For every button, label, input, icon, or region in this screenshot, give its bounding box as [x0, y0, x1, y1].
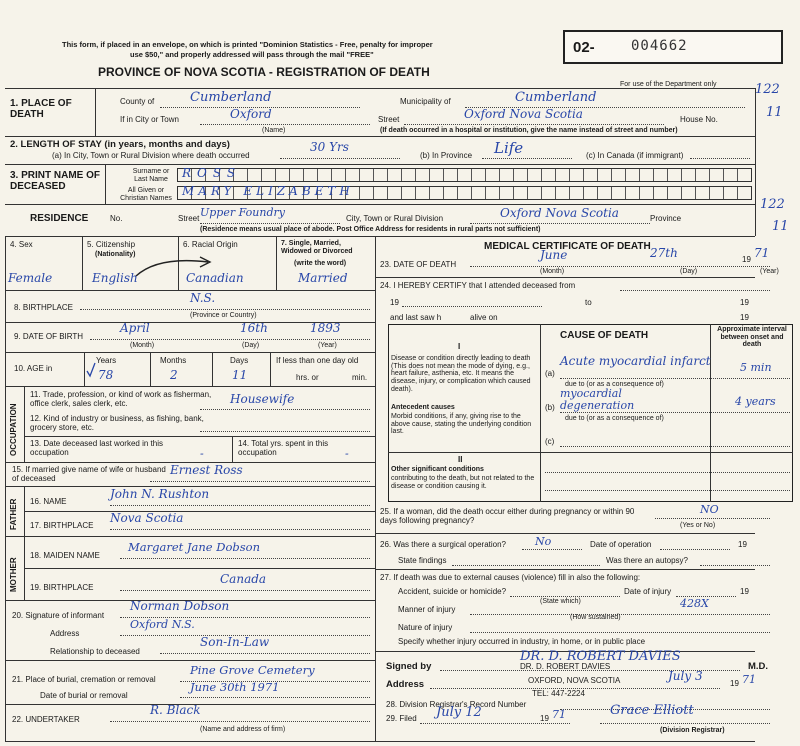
certify-to-label: to — [585, 298, 592, 307]
department-code-3: 122 — [760, 197, 785, 212]
cause-line-c-label: (c) — [545, 437, 555, 446]
undertaker-value: R. Black — [150, 703, 201, 717]
place-of-death-label: 1. PLACE OF DEATH — [10, 98, 72, 120]
injury-19: 19 — [740, 587, 749, 596]
citizenship-sub: (Nationality) — [95, 251, 136, 258]
dob-month-caption: (Month) — [130, 342, 155, 349]
informant-signature-label: 20. Signature of informant — [12, 611, 105, 620]
relationship-value: Son-In-Law — [200, 635, 270, 649]
given-names-field[interactable] — [177, 186, 752, 200]
registration-prefix: 02- — [573, 39, 595, 56]
death-year-prefix: 19 — [742, 255, 751, 264]
interval-label: Approximate interval between onset and death — [717, 326, 787, 349]
mother-name-value: Margaret Jane Dobson — [128, 540, 260, 554]
pregnancy-question: 25. If a woman, did the death occur either during pregnancy or within 90 days following pregnancy? — [380, 507, 635, 525]
stay-city-value: 30 Yrs — [310, 140, 349, 154]
mother-birthplace-label: 19. BIRTHPLACE — [30, 583, 94, 592]
birthplace-field[interactable] — [80, 291, 370, 310]
relationship-label: Relationship to deceased — [50, 647, 140, 656]
informant-address-value: Oxford N.S. — [130, 618, 195, 631]
signature-date[interactable]: July 3 — [668, 669, 703, 683]
trade-value: Housewife — [230, 392, 295, 406]
marital-status-value[interactable]: Married — [298, 271, 348, 285]
municipality-label: Municipality of — [400, 97, 451, 106]
date-of-injury-label: Date of injury — [624, 587, 672, 596]
death-month-value: June — [540, 248, 568, 262]
municipality-value: Cumberland — [515, 90, 597, 105]
envelope-note-line-2: use $50," and properly addressed will pass through the mail "FREE" — [130, 50, 374, 59]
state-which-caption: (State which) — [540, 598, 581, 605]
how-sustained-caption: (How sustained) — [570, 614, 621, 621]
relationship-field[interactable] — [160, 635, 370, 654]
father-birthplace-value: Nova Scotia — [110, 511, 184, 525]
trade-label: 11. Trade, profession, or kind of work as fisherman, office clerk, sales clerk, etc. — [30, 390, 212, 408]
last-saw-label: and last saw h — [390, 313, 442, 322]
residence-province-label: Province — [650, 214, 682, 223]
specify-injury-label: Specify whether injury occurred in industry, in home, or in public place — [398, 637, 646, 646]
dob-day-value: 16th — [240, 321, 268, 335]
age-check-icon — [86, 362, 96, 378]
residence-city-value: Oxford Nova Scotia — [500, 206, 619, 220]
burial-date-field[interactable] — [180, 680, 370, 698]
occupation-side-label: OCCUPATION — [9, 403, 18, 456]
operation-value[interactable]: No — [535, 535, 552, 548]
registration-number: 004662 — [631, 38, 688, 54]
mother-side-label: MOTHER — [9, 557, 18, 592]
street-field[interactable] — [404, 107, 664, 125]
cause-title: CAUSE OF DEATH — [560, 330, 649, 341]
marital-status-sub: (write the word) — [294, 260, 347, 267]
father-birthplace-field[interactable] — [110, 511, 370, 530]
filed-date[interactable]: July 12 — [436, 705, 482, 720]
burial-place-value: Pine Grove Cemetery — [190, 663, 315, 677]
operation-question: 26. Was there a surgical operation? — [380, 540, 506, 549]
death-day-value: 27th — [650, 246, 678, 260]
given-names-value: MARY ELIZABETH — [182, 184, 354, 198]
operation-19: 19 — [738, 540, 747, 549]
racial-origin-label: 6. Racial Origin — [183, 240, 238, 249]
undertaker-caption: (Name and address of firm) — [200, 726, 286, 733]
interval-b-value[interactable]: 4 years — [735, 395, 776, 408]
interval-a-value[interactable]: 5 min — [740, 361, 772, 374]
department-use-label: For use of the Department only — [620, 81, 717, 88]
cause-b-value[interactable]: myocardial degeneration — [560, 387, 635, 413]
medical-certificate-title: MEDICAL CERTIFICATE OF DEATH — [484, 241, 651, 252]
accident-label: Accident, suicide or homicide? — [398, 587, 507, 596]
dob-month-value: April — [120, 321, 150, 335]
city-field[interactable] — [200, 107, 370, 125]
total-years-value[interactable]: - — [345, 447, 349, 460]
record-number-label: 28. Division Registrar's Record Number — [386, 700, 527, 709]
last-worked-value[interactable]: - — [200, 447, 204, 460]
city-label: If in City or Town — [120, 115, 179, 124]
undertaker-label: 22. UNDERTAKER — [12, 715, 80, 724]
age-years-value[interactable]: 78 — [98, 368, 114, 382]
father-name-field[interactable] — [110, 487, 370, 506]
doctor-signature[interactable]: DR. D. ROBERT DAVIES — [520, 649, 681, 664]
antecedent-desc: Morbid conditions, if any, giving rise to the above cause, stating the underlying condition last. — [391, 413, 532, 436]
mother-birthplace-value: Canada — [220, 572, 267, 586]
total-years-label: 14. Total yrs. spent in this occupation — [238, 439, 329, 457]
informant-signature-value: Norman Dobson — [130, 599, 230, 613]
burial-place-label: 21. Place of burial, cremation or removal — [12, 675, 156, 684]
cause-line-a-label: (a) — [545, 369, 555, 378]
alive-on-label: alive on — [470, 313, 498, 322]
md-label: M.D. — [748, 661, 769, 672]
stay-canada-label: (c) In Canada (if immigrant) — [586, 151, 684, 160]
other-conditions-desc: contributing to the death, but not related to the disease or condition causing it. — [391, 475, 535, 490]
due-to-a: due to (or as a consequence of) — [565, 381, 664, 388]
less-than-day-label: If less than one day old — [276, 356, 359, 365]
residence-street-value: Upper Foundry — [200, 206, 285, 219]
form-title: PROVINCE OF NOVA SCOTIA - REGISTRATION OF DEATH — [98, 65, 430, 79]
disease-label: Disease or condition directly leading to death (This does not mean the mode of dying, e.g., heart failure, asthenia, etc. It means the disease, injury, or complication which caused death). — [391, 355, 531, 393]
burial-date-label: Date of burial or removal — [40, 691, 128, 700]
informant-address-label: Address — [50, 629, 80, 638]
pregnancy-caption: (Yes or No) — [680, 522, 716, 529]
birthplace-caption: (Province or Country) — [190, 312, 257, 319]
signature-year: 71 — [742, 673, 756, 686]
filed-label: 29. Filed — [386, 714, 417, 723]
death-year-value: 71 — [754, 246, 770, 260]
length-of-stay-label: 2. LENGTH OF STAY (in years, months and days) — [10, 139, 230, 150]
registrar-caption: (Division Registrar) — [660, 727, 725, 734]
residence-label: RESIDENCE — [30, 213, 89, 224]
father-name-label: 16. NAME — [30, 497, 67, 506]
pregnancy-value[interactable]: NO — [700, 503, 719, 516]
stay-province-value: Life — [494, 139, 524, 157]
hrs-label: hrs. or — [296, 373, 319, 382]
father-name-value: John N. Rushton — [110, 487, 210, 501]
racial-origin-value[interactable]: Canadian — [186, 271, 244, 285]
age-years-label: Years — [96, 356, 117, 365]
correction-arrow-icon — [128, 252, 218, 280]
age-months-value[interactable]: 2 — [170, 368, 178, 382]
death-day-caption: (Day) — [680, 268, 698, 275]
date-of-death-label: 23. DATE OF DEATH — [380, 260, 457, 269]
deceased-name-label: 3. PRINT NAME OF DECEASED — [10, 170, 101, 192]
department-code-1: 122 — [755, 82, 780, 97]
autopsy-label: Was there an autopsy? — [606, 556, 688, 565]
age-days-label: Days — [230, 356, 249, 365]
age-days-value[interactable]: 11 — [232, 368, 248, 382]
father-side-label: FATHER — [9, 498, 18, 530]
death-year-caption: (Year) — [760, 268, 779, 275]
father-birthplace-label: 17. BIRTHPLACE — [30, 521, 94, 530]
manner-of-injury-label: Manner of injury — [398, 605, 456, 614]
state-findings-label: State findings — [398, 556, 447, 565]
nature-of-injury-label: Nature of injury — [398, 623, 453, 632]
department-code-2: 11 — [766, 105, 783, 120]
dob-year-caption: (Year) — [318, 342, 337, 349]
sex-value[interactable]: Female — [8, 271, 53, 285]
industry-label: 12. Kind of industry or business, as fishing, bank, grocery store, etc. — [30, 414, 204, 432]
alive-on-19: 19 — [740, 313, 749, 322]
filed-year: 71 — [552, 708, 566, 721]
sex-label: 4. Sex — [10, 240, 33, 249]
industry-field[interactable] — [200, 420, 370, 432]
stay-canada-field[interactable] — [690, 147, 750, 159]
date-of-birth-label: 9. DATE OF BIRTH — [14, 332, 84, 341]
age-label: 10. AGE in — [14, 364, 53, 373]
burial-date-value: June 30th 1971 — [190, 680, 280, 694]
street-label: Street — [378, 115, 400, 124]
surname-field[interactable] — [177, 168, 752, 182]
cause-a-value[interactable]: Acute myocardial infarct — [560, 354, 711, 368]
address-label: Address — [386, 679, 425, 690]
county-label: County of — [120, 97, 155, 106]
undertaker-field[interactable] — [110, 703, 370, 722]
death-month-caption: (Month) — [540, 268, 565, 275]
signed-by-label: Signed by — [386, 661, 432, 672]
residence-note: (Residence means usual place of abode. Post Office Address for residents in rural parts not sufficient) — [200, 226, 541, 233]
mother-birthplace-field[interactable] — [120, 572, 370, 591]
cause-roman-1: I — [458, 342, 461, 351]
cause-line-b-label: (b) — [545, 403, 555, 412]
registrar-signature[interactable]: Grace Elliott — [610, 703, 694, 718]
spouse-label: 15. If married give name of wife or husband of deceased — [12, 465, 166, 483]
certify-to-19: 19 — [740, 298, 749, 307]
residence-no-label: No. — [110, 214, 123, 223]
stay-province-label: (b) In Province — [420, 151, 473, 160]
city-value: Oxford — [230, 107, 272, 121]
other-conditions-label: Other significant conditions — [391, 466, 484, 473]
signature-19: 19 — [730, 679, 739, 688]
date-of-operation-label: Date of operation — [590, 540, 652, 549]
doctor-telephone: TEL: 447-2224 — [532, 689, 585, 698]
residence-city-field[interactable] — [470, 206, 650, 224]
citizenship-value[interactable]: English — [92, 271, 138, 285]
spouse-value: Ernest Ross — [170, 463, 243, 477]
birthplace-value: N.S. — [190, 291, 216, 305]
institution-note: (If death occurred in a hospital or institution, give the name instead of street and number) — [380, 127, 678, 134]
filed-19: 19 — [540, 714, 549, 723]
envelope-note-line-1: This form, if placed in an envelope, on which is printed "Dominion Statistics - Free, penalty for improper — [62, 40, 433, 49]
birthplace-label: 8. BIRTHPLACE — [14, 303, 73, 312]
registration-number-box — [563, 30, 783, 64]
date-of-injury-value[interactable]: 428X — [680, 597, 709, 610]
mother-name-field[interactable] — [120, 540, 370, 559]
last-worked-label: 13. Date deceased last worked in this occupation — [30, 439, 163, 457]
stay-city-field[interactable] — [280, 140, 400, 159]
surname-value: ROSS — [182, 166, 242, 180]
antecedent-label: Antecedent causes — [391, 404, 455, 411]
mother-name-label: 18. MAIDEN NAME — [30, 551, 100, 560]
residence-city-label: City, Town or Rural Division — [346, 214, 444, 223]
informant-signature-field[interactable] — [120, 599, 370, 618]
certify-label: 24. I HEREBY CERTIFY that I attended deceased from — [380, 281, 576, 290]
street-value: Oxford Nova Scotia — [464, 107, 583, 121]
house-number-label: House No. — [680, 115, 718, 124]
doctor-name-stamp: DR. D. ROBERT DAVIES — [520, 662, 611, 671]
dob-year-value: 1893 — [310, 321, 341, 335]
age-months-label: Months — [160, 356, 187, 365]
due-to-b: due to (or as a consequence of) — [565, 415, 664, 422]
cause-roman-2: II — [458, 455, 463, 464]
marital-status-label: 7. Single, Married, Widowed or Divorced — [281, 240, 353, 255]
residence-street-field[interactable] — [200, 206, 340, 224]
trade-field[interactable] — [200, 392, 370, 410]
county-value: Cumberland — [190, 90, 272, 105]
given-names-label: All Given or Christian Names — [120, 187, 172, 202]
city-name-caption: (Name) — [262, 127, 286, 134]
date-of-birth-field[interactable] — [90, 321, 370, 340]
dob-day-caption: (Day) — [242, 342, 260, 349]
certify-from-19: 19 — [390, 298, 399, 307]
department-code-4: 11 — [772, 219, 789, 234]
doctor-address: OXFORD, NOVA SCOTIA — [528, 676, 621, 685]
surname-label: Surname or Last Name — [132, 168, 170, 183]
spouse-field[interactable] — [150, 463, 370, 482]
external-causes-question: 27. If death was due to external causes (violence) fill in also the following: — [380, 573, 641, 582]
min-label: min. — [352, 373, 368, 382]
stay-city-label: (a) In City, Town or Rural Division where death occurred — [52, 151, 250, 160]
citizenship-label: 5. Citizenship — [87, 240, 136, 249]
residence-street-label: Street — [178, 214, 200, 223]
stay-province-field[interactable] — [482, 139, 572, 159]
